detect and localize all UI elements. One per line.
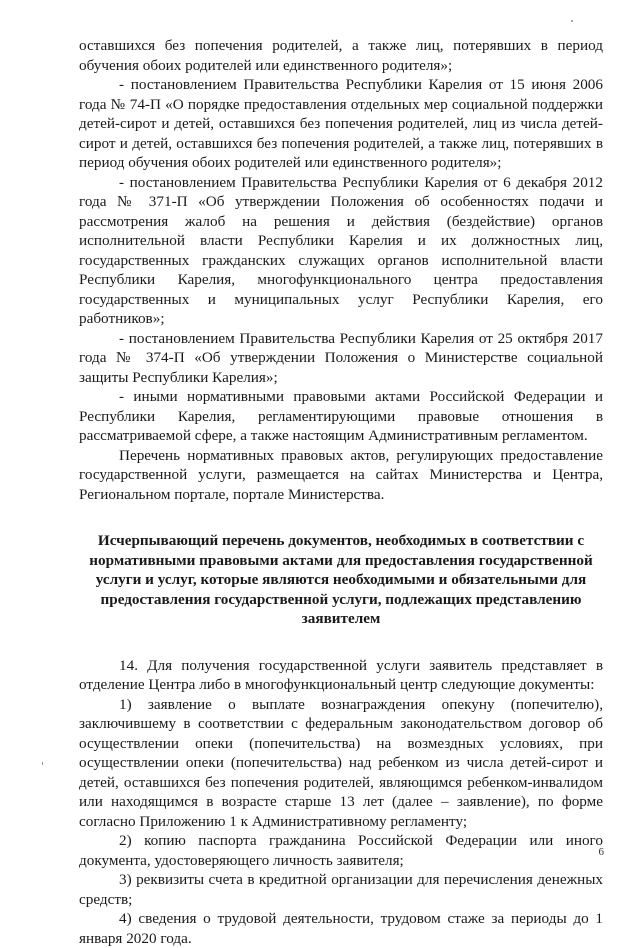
paragraph-item-3-bank-details: 3) реквизиты счета в кредитной организации для перечисления денежных средств; xyxy=(79,871,603,908)
page-number: 6 xyxy=(598,846,604,858)
paragraph-item-4-employment: 4) сведения о трудовой деятельности, трудовом стаже за периоды до 1 января 2020 года. xyxy=(79,910,603,947)
paragraph-item-1-application: 1) заявление о выплате вознаграждения опекуну (попечителю), заключившему в соответствии с федеральным законодательством договор об осуществлении опеки (попечительства) на возмездных условиях, при осуществлении опеки (попечительства) над ребенком из числа детей-сирот и детей, оставшихся без попечения родителей, являющимся ребенком-инвалидом или находящимся в возрасте старше 13 лет (далее – заявление), по форме согласно Приложению 1 к Административному регламенту; xyxy=(79,695,603,830)
paragraph-continuation: оставшихся без попечения родителей, а также лиц, потерявших в период обучения обоих родителей или единственного родителя»; xyxy=(79,37,603,74)
paragraph-item-14: 14. Для получения государственной услуги заявитель представляет в отделение Центра либо в многофункциональный центр следующие документы: xyxy=(79,656,603,694)
paragraph-resolution-371p: - постановлением Правительства Республики Карелия от 6 декабря 2012 года № 371-П «Об утверждении Положения об особенностях подачи и рассмотрения жалоб на решения и действия (бездействие) органов исполнительной власти Республики Карелия и их должностных лиц, государственных гражданских служащих органов исполнительной власти Республики Карелия, многофункционального центра предоставления государственных и муниципальных услуг Республики Карелия, его работников»; xyxy=(79,173,603,327)
paragraph-resolution-74p: - постановлением Правительства Республики Карелия от 15 июня 2006 года № 74-П «О порядке предоставления отдельных мер социальной поддержки детей-сирот и детей, оставшихся без попечения родителей, лиц из числа детей-сирот и детей, оставшихся без попечения родителей, а также лиц, потерявших в период обучения обоих родителей или единственного родителя»; xyxy=(79,76,603,171)
paragraph-acts-list-published: Перечень нормативных правовых актов, регулирующих предоставление государственной услуги, размещается на сайтах Министерства и Центра, Региональном портале, портале Министерства. xyxy=(79,446,603,503)
scan-speck xyxy=(571,20,573,22)
scan-speck xyxy=(42,762,43,765)
section-heading: Исчерпывающий перечень документов, необходимых в соответствии с нормативными правовыми актами для предоставления государственной услуги и услуг, которые являются необходимыми и обязательными для предоставления государственной услуги, подлежащих представлению заявителем xyxy=(89,532,593,628)
document-body xyxy=(79,36,603,948)
paragraph-item-2-passport: 2) копию паспорта гражданина Российской Федерации или иного документа, удостоверяющего личность заявителя; xyxy=(79,832,603,869)
paragraph-resolution-374p: - постановлением Правительства Республики Карелия от 25 октября 2017 года № 374-П «Об утверждении Положения о Министерстве социальной защиты Республики Карелия»; xyxy=(79,329,603,386)
paragraph-other-acts: - иными нормативными правовыми актами Российской Федерации и Республики Карелия, регламентирующими правовые отношения в рассматриваемой сфере, а также настоящим Административным регламентом. xyxy=(79,388,603,444)
